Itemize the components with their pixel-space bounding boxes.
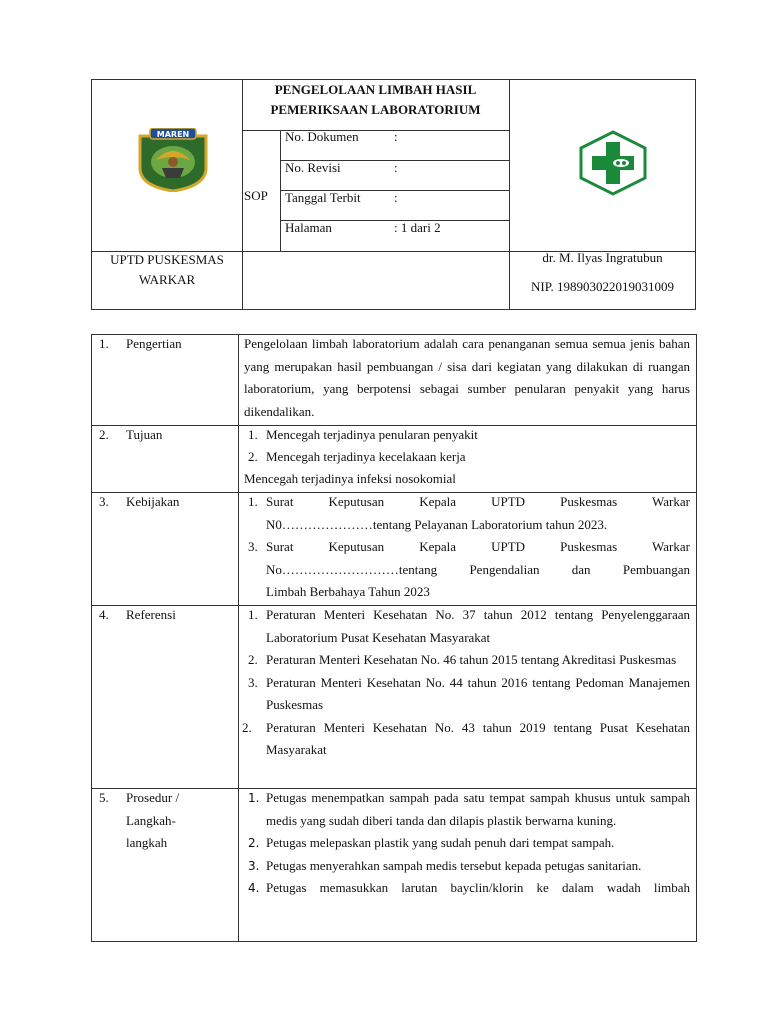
list-item: 2. Peraturan Menteri Kesehatan No. 43 tahun 2019 tentang Pusat Kesehatan Masyarakat bbox=[242, 719, 690, 757]
field-value: : 1 dari 2 bbox=[394, 220, 441, 235]
section-label-tujuan: Tujuan bbox=[126, 427, 163, 442]
pengertian-text: Pengelolaan limbah laboratorium adalah cara penanganan semua semua jenis bahan yang merupakan hasil pembuangan / sisa dari kegiatan yang dilakukan di ruangan laboratorium, yang berpotensi sebagai sumber penularan penyakit yang harus dikendalikan. bbox=[244, 336, 690, 419]
field-label: Tanggal Terbit bbox=[285, 190, 361, 205]
field-value: : bbox=[394, 190, 398, 205]
field-label: No. Dokumen bbox=[285, 129, 359, 144]
field-value: : bbox=[394, 129, 398, 144]
referensi-content bbox=[244, 604, 690, 762]
field-label: No. Revisi bbox=[285, 160, 341, 175]
section-label-referensi: Referensi bbox=[126, 607, 176, 622]
tujuan-content bbox=[244, 424, 690, 490]
list-item: 1. Peraturan Menteri Kesehatan No. 37 tahun 2012 tentang Penyelenggaraan Laboratorium Pusat Kesehatan Masyarakat bbox=[248, 607, 690, 645]
list-item: 2. Mencegah terjadinya kecelakaan kerja bbox=[248, 449, 466, 464]
organization-name: UPTD PUSKESMAS WARKAR bbox=[110, 252, 224, 287]
header-table bbox=[91, 79, 696, 310]
puskesmas-logo bbox=[578, 130, 648, 196]
list-item: 3. Petugas menyerahkan sampah medis tersebut kepada petugas sanitarian. bbox=[248, 857, 642, 873]
section-number: 5. bbox=[99, 790, 109, 805]
list-item: 2. Peraturan Menteri Kesehatan No. 46 tahun 2015 tentang Akreditasi Puskesmas bbox=[248, 652, 677, 667]
list-item: 1. Surat Keputusan Kepala UPTD Puskesmas Warkar N0…………………tentang Pelayanan Laboratorium tahun 2023. bbox=[248, 494, 690, 532]
section-label-kebijakan: Kebijakan bbox=[126, 494, 180, 509]
section-label-prosedur: Prosedur / Langkah- langkah bbox=[126, 790, 180, 850]
signer-name: dr. M. Ilyas Ingratubun bbox=[542, 250, 663, 265]
section-number: 4. bbox=[99, 607, 109, 622]
section-label-pengertian: Pengertian bbox=[126, 336, 182, 351]
procedure-table bbox=[91, 334, 697, 942]
section-number: 3. bbox=[99, 494, 109, 509]
prosedur-content bbox=[244, 787, 690, 941]
list-item: 1. Mencegah terjadinya penularan penyakit bbox=[248, 427, 478, 442]
regency-emblem bbox=[136, 128, 210, 192]
field-value: : bbox=[394, 160, 398, 175]
tujuan-extra: Mencegah terjadinya infeksi nosokomial bbox=[244, 471, 456, 486]
section-number: 1. bbox=[99, 336, 109, 351]
kebijakan-content bbox=[244, 491, 690, 604]
field-label: Halaman bbox=[285, 220, 332, 235]
signer-nip: NIP. 198903022019031009 bbox=[530, 279, 674, 294]
list-item: 4. Petugas memasukkan larutan bayclin/klorin ke dalam wadah limbah bbox=[248, 880, 690, 895]
emblem-text: MAREN bbox=[156, 130, 190, 139]
document-title: PENGELOLAAN LIMBAH HASIL PEMERIKSAAN LABORATORIUM bbox=[270, 82, 481, 117]
sop-label: SOP bbox=[244, 188, 268, 203]
list-item: 1. Petugas menempatkan sampah pada satu tempat sampah khusus untuk sampah medis yang sudah diberi tanda dan dilapis plastik berwarna kuning. bbox=[248, 790, 690, 828]
list-item: 3. Surat Keputusan Kepala UPTD Puskesmas Warkar No………………………tentang Pengendalian dan Pembuangan Limbah Berbahaya Tahun 2023 bbox=[248, 539, 690, 599]
section-number: 2. bbox=[99, 427, 109, 442]
list-item: 2. Petugas melepaskan plastik yang sudah penuh dari tempat sampah. bbox=[248, 835, 615, 850]
list-item: 3. Peraturan Menteri Kesehatan No. 44 tahun 2016 tentang Pedoman Manajemen Puskesmas bbox=[248, 674, 690, 712]
